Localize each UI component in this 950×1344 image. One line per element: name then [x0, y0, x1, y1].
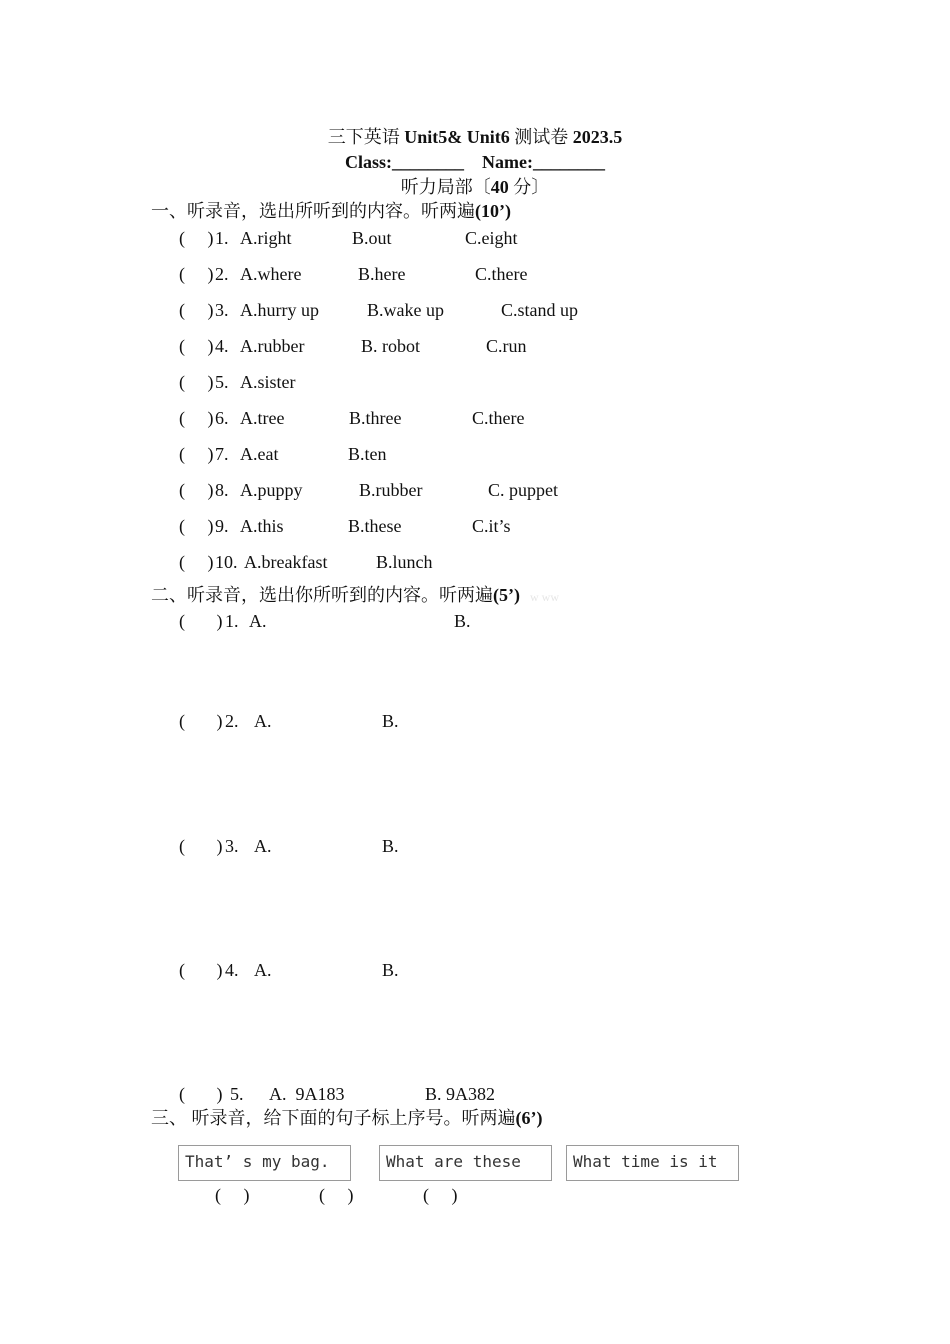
option-a: A.sister — [240, 372, 296, 392]
option-b: B.these — [348, 516, 402, 536]
question-number: 7. — [215, 444, 229, 464]
option-a: A.where — [240, 264, 302, 284]
answer-blank[interactable]: ( ) — [179, 711, 223, 731]
sentence-box-3 — [566, 1145, 739, 1181]
answer-blank[interactable]: ( ) — [179, 611, 223, 631]
section-label-suffix: 分〕 — [508, 177, 550, 197]
option-b: B. — [382, 711, 399, 731]
option-c: C.eight — [465, 228, 518, 248]
title-mid: 测试卷 — [509, 127, 573, 147]
question-number: 2. — [225, 711, 239, 731]
option-b: B.ten — [348, 444, 387, 464]
sentence-text-1: That’ s my bag. — [185, 1152, 330, 1171]
question-number: 5. — [215, 372, 229, 392]
question-number: 6. — [215, 408, 229, 428]
part2-heading-text: 二、听录音，选出你所听到的内容。听两遍 — [151, 585, 493, 605]
part3-heading — [151, 1107, 542, 1129]
option-b: B.three — [349, 408, 402, 428]
option-b: B. — [382, 836, 399, 856]
title-prefix: 三下英语 — [327, 127, 405, 147]
option-a: A.puppy — [240, 480, 303, 500]
option-c: C.there — [472, 408, 525, 428]
question-number: 10. — [215, 552, 238, 572]
question-number: 4. — [215, 336, 229, 356]
answer-blank[interactable]: ( ) — [179, 264, 214, 284]
question-number: 3. — [225, 836, 239, 856]
option-a: A.rubber — [240, 336, 305, 356]
part1-points: (10’) — [475, 201, 511, 221]
answer-blank-1[interactable]: ( ) — [215, 1185, 250, 1205]
question-number: 5. — [230, 1084, 244, 1104]
option-b: B.rubber — [359, 480, 423, 500]
option-b: B. — [382, 960, 399, 980]
answer-blank-2[interactable]: ( ) — [319, 1185, 354, 1205]
section-label-points: 40 — [490, 177, 509, 197]
option-c: C. puppet — [488, 480, 558, 500]
option-b: B.here — [358, 264, 406, 284]
class-name-line — [0, 151, 950, 173]
option-c: C.run — [486, 336, 527, 356]
answer-blank[interactable]: ( ) — [179, 228, 214, 248]
sentence-text-2: What are these — [386, 1152, 521, 1171]
sentence-box-2 — [379, 1145, 552, 1181]
question-number: 1. — [225, 611, 239, 631]
option-b: B. 9A382 — [425, 1084, 496, 1104]
sentence-text-3: What time is it — [573, 1152, 718, 1171]
section-label — [0, 176, 950, 198]
option-a: A. — [254, 711, 272, 731]
answer-blank-3[interactable]: ( ) — [423, 1185, 458, 1205]
name-field: Name:________ — [482, 152, 605, 172]
option-c: C.stand up — [501, 300, 579, 320]
title-year: 2023.5 — [572, 127, 623, 147]
part2-heading — [151, 584, 559, 608]
option-a: A.this — [240, 516, 284, 536]
option-c: C.there — [475, 264, 528, 284]
class-field: Class:________ — [345, 152, 465, 172]
answer-blank[interactable]: ( ) — [179, 552, 214, 572]
answer-blank[interactable]: ( ) — [179, 444, 214, 464]
option-b: B.out — [352, 228, 392, 248]
option-a: A. 9A183 — [269, 1084, 345, 1104]
answer-blank[interactable]: ( ) — [179, 960, 223, 980]
option-b: B. — [454, 611, 471, 631]
part1-heading — [151, 200, 511, 222]
question-number: 1. — [215, 228, 229, 248]
answer-blank[interactable]: ( ) — [179, 372, 214, 392]
answer-blank[interactable]: ( ) — [179, 300, 214, 320]
option-b: B.wake up — [367, 300, 444, 320]
question-number: 3. — [215, 300, 229, 320]
answer-blank[interactable]: ( ) — [179, 516, 214, 536]
answer-blank[interactable]: ( ) — [179, 836, 223, 856]
answer-blank[interactable]: ( ) — [179, 480, 214, 500]
sentence-box-1 — [178, 1145, 351, 1181]
option-a: A.eat — [240, 444, 279, 464]
option-b: B.lunch — [376, 552, 433, 572]
option-b: B. robot — [361, 336, 421, 356]
question-number: 2. — [215, 264, 229, 284]
part3-points: (6’) — [515, 1108, 543, 1128]
title-units: Unit5& Unit6 — [404, 127, 510, 147]
exam-title — [0, 126, 950, 148]
option-a: A. — [249, 611, 267, 631]
watermark: w ww — [529, 590, 559, 604]
option-c: C.it’s — [472, 516, 511, 536]
question-number: 9. — [215, 516, 229, 536]
section-label-prefix: 听力局部〔 — [400, 177, 491, 197]
option-a: A.tree — [240, 408, 285, 428]
question-number: 4. — [225, 960, 239, 980]
answer-blank[interactable]: ( ) — [179, 408, 214, 428]
option-a: A. — [254, 836, 272, 856]
answer-blank[interactable]: ( ) — [179, 336, 214, 356]
answer-blank[interactable]: ( ) — [179, 1084, 223, 1104]
part1-heading-text: 一、听录音，选出所听到的内容。听两遍 — [151, 201, 475, 221]
option-a: A.right — [240, 228, 292, 248]
option-a: A.breakfast — [244, 552, 328, 572]
part3-heading-text: 三、 听录音，给下面的句子标上序号。听两遍 — [151, 1108, 516, 1128]
part2-points: (5’) — [493, 585, 520, 605]
question-number: 8. — [215, 480, 229, 500]
option-a: A.hurry up — [240, 300, 319, 320]
option-a: A. — [254, 960, 272, 980]
